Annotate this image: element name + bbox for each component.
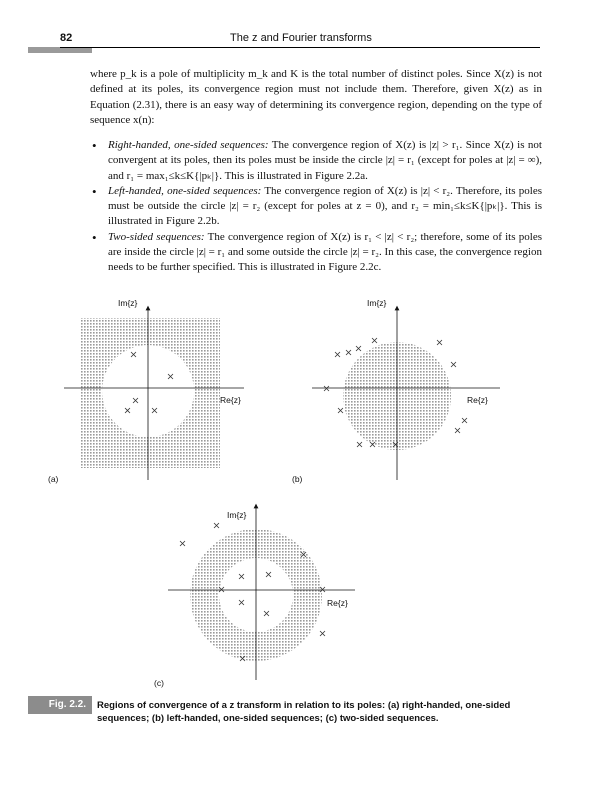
pole-mark (180, 541, 185, 546)
pole-mark (324, 386, 329, 391)
pole-mark (357, 442, 362, 447)
pole-mark (356, 346, 361, 351)
pole-mark (338, 408, 343, 413)
panel-label-b: (b) (292, 474, 303, 484)
bullet-body: The convergence region of X(z) is |z| < r₂. Therefore, its poles must be outside the circle |z| = r₂ (except for poles at z = 0), and r₂ = min₁≤k≤K{|pₖ|}. This is illustrated in Figure 2.2b. (108, 184, 542, 228)
re-label-c: Re{z} (327, 598, 348, 608)
figure-label-badge: Fig. 2.2. (28, 696, 92, 714)
pole-mark (451, 362, 456, 367)
panel-c (154, 506, 355, 688)
bullet-list (90, 138, 542, 276)
panel-b (292, 298, 500, 484)
pole-mark (214, 523, 219, 528)
panel-a (48, 298, 244, 484)
pole-mark (455, 428, 460, 433)
pole-mark (320, 631, 325, 636)
im-label-a: Im{z} (118, 298, 138, 308)
pole-mark (437, 340, 442, 345)
im-label-b: Im{z} (367, 298, 387, 308)
re-label-b: Re{z} (467, 395, 488, 405)
bullet-right-handed (90, 138, 542, 184)
pole-mark (462, 418, 467, 423)
re-label-a: Re{z} (220, 395, 241, 405)
bullet-left-handed (90, 184, 542, 230)
pole-mark (372, 338, 377, 343)
page-number: 82 (60, 32, 73, 44)
running-title: The z and Fourier transforms (230, 32, 372, 44)
bullet-two-sided (90, 230, 542, 276)
header-rule (60, 47, 540, 48)
panel-label-c: (c) (154, 678, 164, 688)
bullet-body: The convergence region of X(z) is |z| > r₁. Since X(z) is not convergent at its poles, then its poles must be inside the circle |z| = r₁ (except for poles at |z| = ∞), and r₁ = max₁≤k≤K{|pₖ|}. This is illustrated in Figure 2.2a. (108, 139, 542, 182)
bullet-head: Right-handed, one-sided sequences: (108, 139, 269, 151)
figure-caption: Regions of convergence of a z transform in relation to its poles: (a) right-handed, one-sided sequences; (b) left-handed, one-sided sequences; (c) two-sided sequences. (97, 700, 511, 724)
pole-mark (346, 350, 351, 355)
roc-figure (0, 290, 608, 690)
bullet-body: The convergence region of X(z) is r₁ < |z| < r₂; therefore, some of its poles are inside the circle |z| = r₁ and some outside the circle |z| = r₂. In this case, the convergence region needs to be further specified. This is illustrated in Figure 2.2c. (108, 230, 542, 274)
im-label-c: Im{z} (227, 510, 247, 520)
bullet-head: Left-handed, one-sided sequences: (108, 184, 262, 197)
bullet-head: Two-sided sequences: (108, 230, 205, 243)
pole-mark (335, 352, 340, 357)
intro-paragraph: where p_k is a pole of multiplicity m_k and K is the total number of distinct poles. Since X(z) is not defined at its poles, its convergence region must not include them. Therefore, given X(z) as in Equation (2.31), there is an easy way of determining its convergence region, depending on the type of sequence x(n): (90, 68, 542, 126)
panel-label-a: (a) (48, 474, 59, 484)
